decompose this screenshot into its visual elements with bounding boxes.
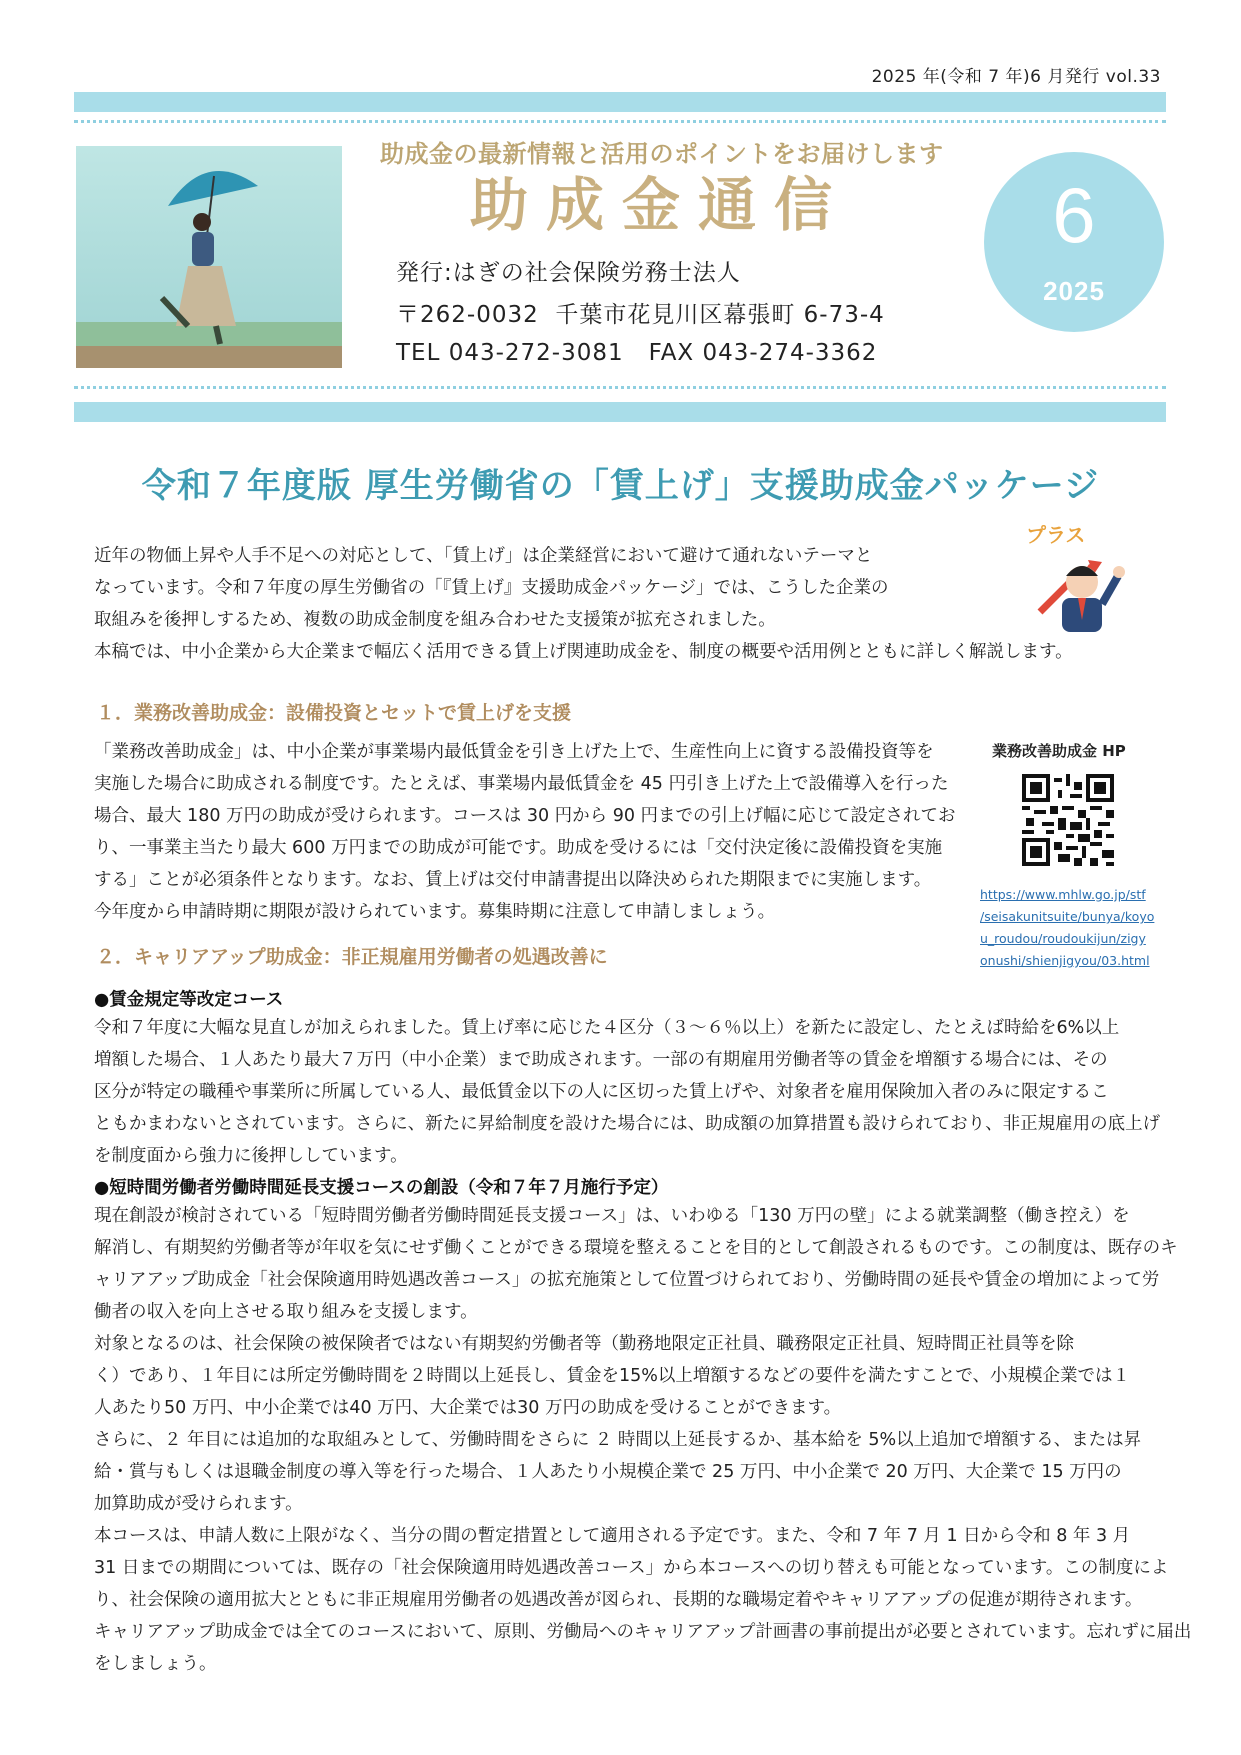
course2-line: さらに、２ 年目には追加的な取組みとして、労働時間をさらに ２ 時間以上延長するか、基本給を 5%以上追加で増額する、または昇 — [94, 1430, 1142, 1450]
course2-line: 人あたり50 万円、中小企業では40 万円、大企業では30 万円の助成を受けることができます。 — [94, 1398, 842, 1418]
header-top-dotted-divider — [74, 120, 1166, 123]
course2-line: り、社会保険の適用拡大とともに非正規雇用労働者の処遇改善が図られ、長期的な職場定着やキャリアアップの促進が期待されます。 — [94, 1590, 1143, 1610]
course2-line: 対象となるのは、社会保険の被保険者ではない有期契約労働者等（勤務地限定正社員、職務限定正社員、短時間正社員等を除 — [94, 1334, 1074, 1354]
url-line: onushi/shienjigyou/03.html — [980, 953, 1150, 968]
hp-url-link[interactable] — [980, 884, 1154, 972]
section1-line: り、一事業主当たり最大 600 万円までの助成が可能です。助成を受けるには「交付決定後に設備投資を実施 — [94, 838, 943, 858]
intro-line: 近年の物価上昇や人手不足への対応として、「賃上げ」は企業経営において避けて通れないテーマと — [94, 546, 873, 566]
course2-line: ャリアアップ助成金「社会保険適用時処遇改善コース」の拡充施策として位置づけられており、労働時間の延長や賃金の増加によって労 — [94, 1270, 1160, 1290]
course1-line: を制度面から強力に後押ししています。 — [94, 1146, 408, 1166]
header-bottom-dotted-divider — [74, 386, 1166, 389]
course1-line: 区分が特定の職種や事業所に所属している人、最低賃金以下の人に区切った賃上げや、対象者を雇用保険加入者のみに限定するこ — [94, 1082, 1109, 1102]
umbrella-photo — [76, 146, 342, 368]
newsletter-tagline: 助成金の最新情報と活用のポイントをお届けします — [380, 140, 944, 168]
issue-month-badge — [984, 152, 1164, 332]
badge-month: 6 — [1052, 171, 1096, 259]
course2-line: く）であり、１年目には所定労働時間を２時間以上延長し、賃金を15%以上増額するなどの要件を満たすことで、小規模企業では１ — [94, 1366, 1131, 1386]
url-line: u_roudou/roudoukijun/zigy — [980, 931, 1146, 946]
issue-line: 2025 年(令和 7 年)6 月発行 vol.33 — [871, 67, 1161, 87]
intro-line: なっています。令和７年度の厚生労働省の「『賃上げ』支援助成金パッケージ」では、こうした企業の — [94, 578, 889, 598]
intro-paragraph — [94, 540, 1073, 668]
course2-title: ●短時間労働者労働時間延長支援コースの創設（令和７年７月施行予定） — [94, 1178, 669, 1198]
url-line: /seisakunitsuite/bunya/koyo — [980, 909, 1155, 924]
course2-line: 解消し、有期契約労働者等が年収を気にせず働くことができる環境を整えることを目的として創設されるものです。この制度は、既存のキ — [94, 1238, 1178, 1258]
header-bottom-band — [74, 402, 1166, 422]
section1-line: 実施した場合に助成される制度です。たとえば、事業場内最低賃金を 45 円引き上げた上で設備導入を行った — [94, 774, 949, 794]
course1-title: ●賃金規定等改定コース — [94, 990, 284, 1010]
qr-label: 業務改善助成金 HP — [992, 742, 1126, 760]
qr-code[interactable] — [1022, 774, 1114, 866]
course1-line: 増額した場合、１人あたり最大７万円（中小企業）まで助成されます。一部の有期雇用労働者等の賃金を増額する場合には、その — [94, 1050, 1108, 1070]
section1-line: 「業務改善助成金」は、中小企業が事業場内最低賃金を引き上げた上で、生産性向上に資する設備投資等を — [94, 742, 934, 762]
course2-line: 31 日までの期間については、既存の「社会保険適用時処遇改善コース」から本コースへの切り替えも可能となっています。この制度によ — [94, 1558, 1169, 1578]
header-top-band — [74, 92, 1166, 112]
url-line: https://www.mhlw.go.jp/stf — [980, 887, 1146, 902]
intro-line: 取組みを後押しするため、複数の助成金制度を組み合わせた支援策が拡充されました。 — [94, 610, 776, 630]
publisher-name: 発行:はぎの社会保険労務士法人 — [396, 260, 741, 286]
course2-line: 給・賞与もしくは退職金制度の導入等を行った場合、１人あたり小規模企業で 25 万円、中小企業で 20 万円、大企業で 15 万円の — [94, 1462, 1122, 1482]
course1-line: ともかまわないとされています。さらに、新たに昇給制度を設けた場合には、助成額の加算措置も設けられており、非正規雇用の底上げ — [94, 1114, 1161, 1134]
course2-line: をしましょう。 — [94, 1654, 217, 1674]
course2-line: 本コースは、申請人数に上限がなく、当分の間の暫定措置として適用される予定です。また、令和 7 年 7 月 1 日から令和 8 年 3 月 — [94, 1526, 1131, 1546]
intro-line: 本稿では、中小企業から大企業まで幅広く活用できる賃上げ関連助成金を、制度の概要や活用例とともに詳しく解説します。 — [94, 642, 1073, 662]
section1-paragraph — [94, 736, 956, 928]
publisher-contact: TEL 043-272-3081 FAX 043-274-3362 — [396, 340, 878, 366]
course2-line: 働者の収入を向上させる取り組みを支援します。 — [94, 1302, 478, 1322]
newsletter-title: 助成金通信 — [470, 171, 851, 239]
course2-line: キャリアアップ助成金では全てのコースにおいて、原則、労働局へのキャリアアップ計画書の事前提出が必要とされています。忘れずに届出 — [94, 1622, 1192, 1642]
section1-heading: １．業務改善助成金：設備投資とセットで賃上げを支援 — [96, 702, 572, 724]
plus-illustration-text: プラス — [1026, 523, 1086, 547]
section2-heading: ２．キャリアアップ助成金：非正規雇用労働者の処遇改善に — [96, 946, 608, 968]
section1-line: する」ことが必須条件となります。なお、賃上げは交付申請書提出以降決められた期限までに実施します。 — [94, 870, 932, 890]
course1-paragraph — [94, 1012, 1160, 1172]
article-headline: 令和７年度版 厚生労働省の「賃上げ」支援助成金パッケージ — [141, 466, 1100, 506]
section1-line: 今年度から申請時期に期限が設けられています。募集時期に注意して申請しましょう。 — [94, 902, 776, 922]
badge-year: 2025 — [1043, 276, 1105, 306]
course2-line: 加算助成が受けられます。 — [94, 1494, 303, 1514]
course2-line: 現在創設が検討されている「短時間労働者労働時間延長支援コース」は、いわゆる「130 万円の壁」による就業調整（働き控え）を — [94, 1206, 1130, 1226]
publisher-address: 〒262-0032 千葉市花見川区幕張町 6-73-4 — [396, 302, 885, 328]
course1-line: 令和７年度に大幅な見直しが加えられました。賃上げ率に応じた４区分（３～６％以上）を新たに設定し、たとえば時給を6%以上 — [94, 1018, 1120, 1038]
course2-paragraph — [94, 1200, 1191, 1680]
section1-line: 場合、最大 180 万円の助成が受けられます。コースは 30 円から 90 円までの引上げ幅に応じて設定されてお — [94, 806, 956, 826]
